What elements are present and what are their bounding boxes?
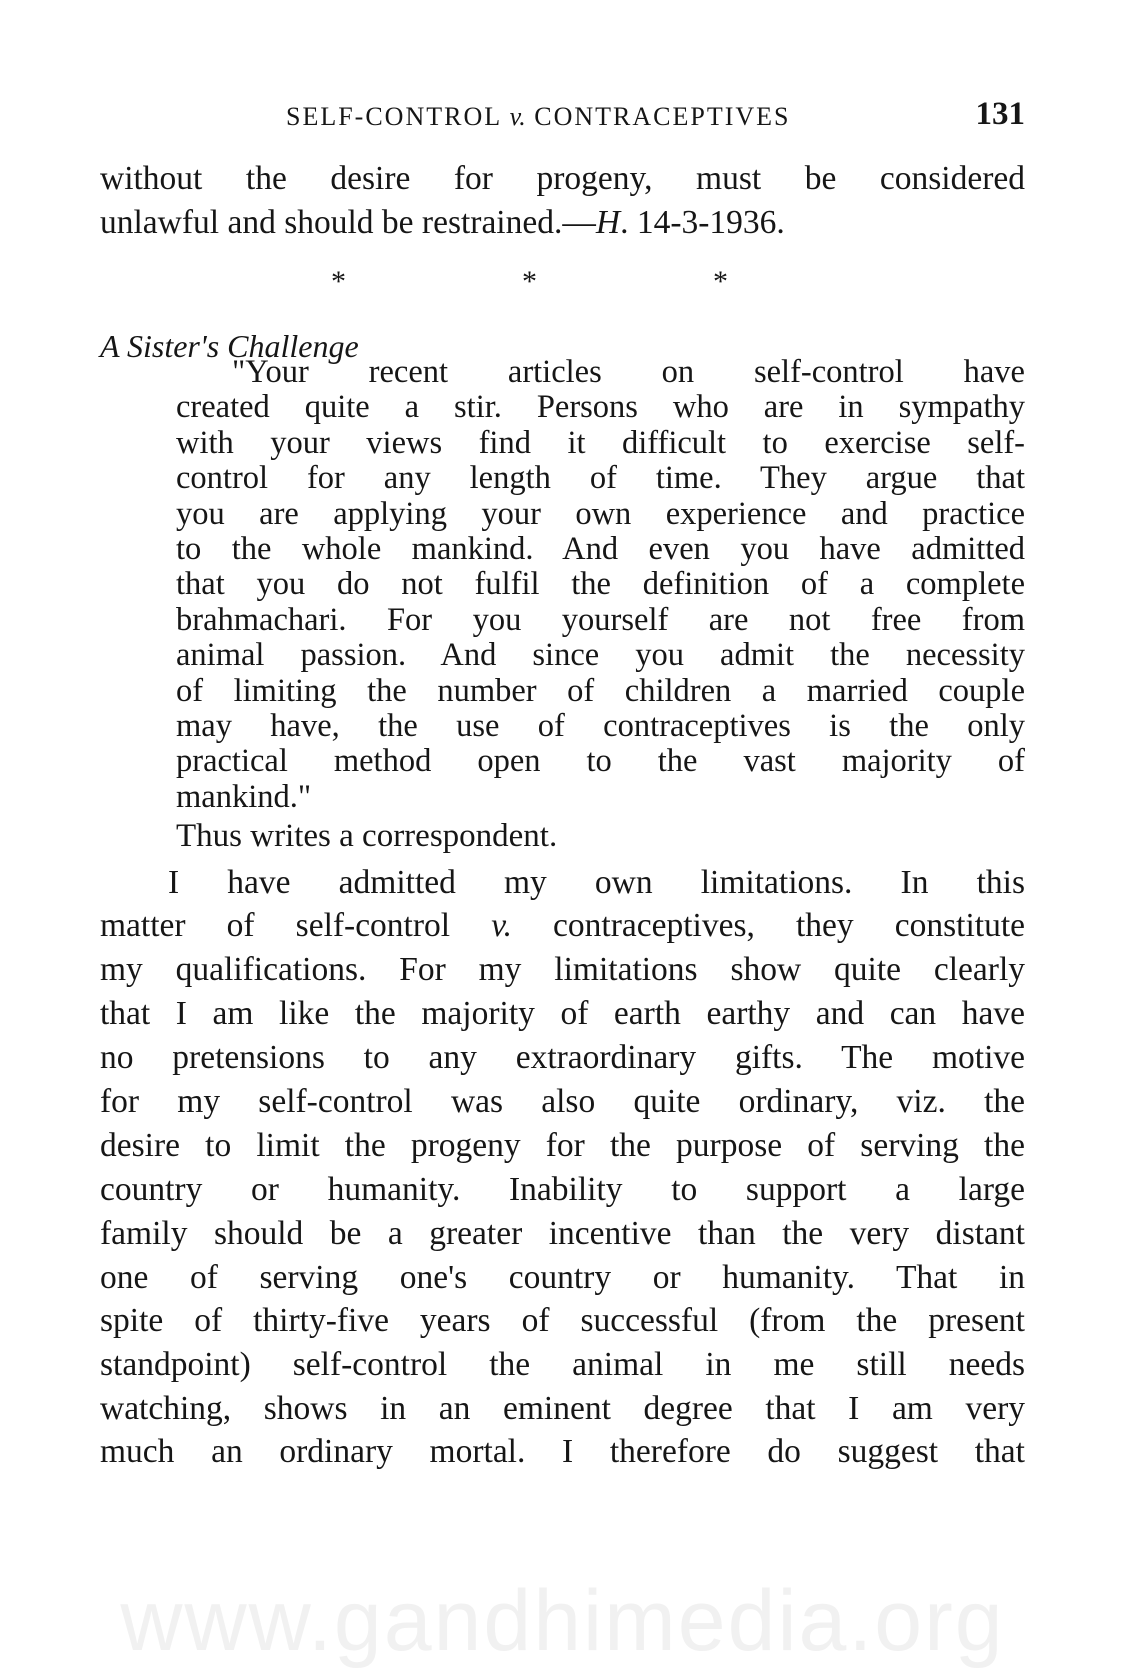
source-date: . 14-3-1936.: [620, 204, 785, 241]
separator-star-1: *: [331, 265, 346, 298]
main-line-12: standpoint) self-control the animal in me still needs: [100, 1346, 1025, 1383]
main-line-14: much an ordinary mortal. I therefore do suggest that: [100, 1433, 1025, 1470]
quote-line-1: "Your recent articles on self-control have: [232, 354, 1025, 390]
opening-line-1: without the desire for progeny, must be considered: [100, 160, 1025, 197]
opening-line-2: [100, 204, 1025, 242]
quote-line-9: animal passion. And since you admit the necessity: [176, 637, 1025, 673]
main-line-2: [100, 907, 1025, 945]
main-line-6: for my self-control was also quite ordinary, viz. the: [100, 1083, 1025, 1120]
main-line-10: one of serving one's country or humanity. That in: [100, 1259, 1025, 1296]
section-separator: [0, 265, 1125, 305]
quote-line-10: of limiting the number of children a married couple: [176, 673, 1025, 709]
running-title-italic: v.: [509, 102, 526, 131]
running-title-part1: SELF-CONTROL: [286, 102, 510, 131]
main-line-8: country or humanity. Inability to support a large: [100, 1171, 1025, 1208]
main-line-11: spite of thirty-five years of successful (from the present: [100, 1302, 1025, 1339]
source-abbreviation: H: [595, 204, 621, 241]
main-line-5: no pretensions to any extraordinary gifts. The motive: [100, 1039, 1025, 1076]
quote-line-4: control for any length of time. They argue that: [176, 460, 1025, 496]
main-line-9: family should be a greater incentive than the very distant: [100, 1215, 1025, 1252]
quote-line-5: you are applying your own experience and practice: [176, 496, 1025, 532]
main-line-2-before: matter of self-control: [100, 907, 492, 944]
attribution: Thus writes a correspondent.: [176, 818, 558, 854]
main-line-4: that I am like the majority of earth earthy and can have: [100, 995, 1025, 1032]
quote-line-2: created quite a stir. Persons who are in sympathy: [176, 389, 1025, 425]
quote-line-3: with your views find it difficult to exercise self-: [176, 425, 1025, 461]
main-line-3: my qualifications. For my limitations show quite clearly: [100, 951, 1025, 988]
quote-line-13: mankind.": [176, 779, 312, 815]
main-line-2-italic: v.: [491, 907, 512, 944]
page-header: [100, 90, 1025, 142]
quote-line-11: may have, the use of contraceptives is the only: [176, 708, 1025, 744]
watermark: www.gandhimedia.org: [120, 1573, 1005, 1669]
main-line-2-after: contraceptives, they constitute: [511, 907, 1026, 944]
main-line-13: watching, shows in an eminent degree that I am very: [100, 1390, 1025, 1427]
running-title: [286, 102, 791, 132]
quote-line-7: that you do not fulfil the definition of a complete: [176, 566, 1025, 602]
quote-line-12: practical method open to the vast majority of: [176, 743, 1025, 779]
main-line-7: desire to limit the progeny for the purpose of serving the: [100, 1127, 1025, 1164]
page-number: 131: [975, 96, 1025, 132]
quote-line-8: brahmachari. For you yourself are not free from: [176, 602, 1025, 638]
running-title-part2: CONTRACEPTIVES: [525, 102, 791, 131]
separator-star-2: *: [522, 265, 537, 298]
separator-star-3: *: [713, 265, 728, 298]
main-line-1: I have admitted my own limitations. In this: [168, 864, 1025, 901]
quote-line-6: to the whole mankind. And even you have admitted: [176, 531, 1025, 567]
section-heading: A Sister's Challenge: [100, 328, 359, 364]
opening-line-2-text: unlawful and should be restrained.—: [100, 204, 596, 241]
